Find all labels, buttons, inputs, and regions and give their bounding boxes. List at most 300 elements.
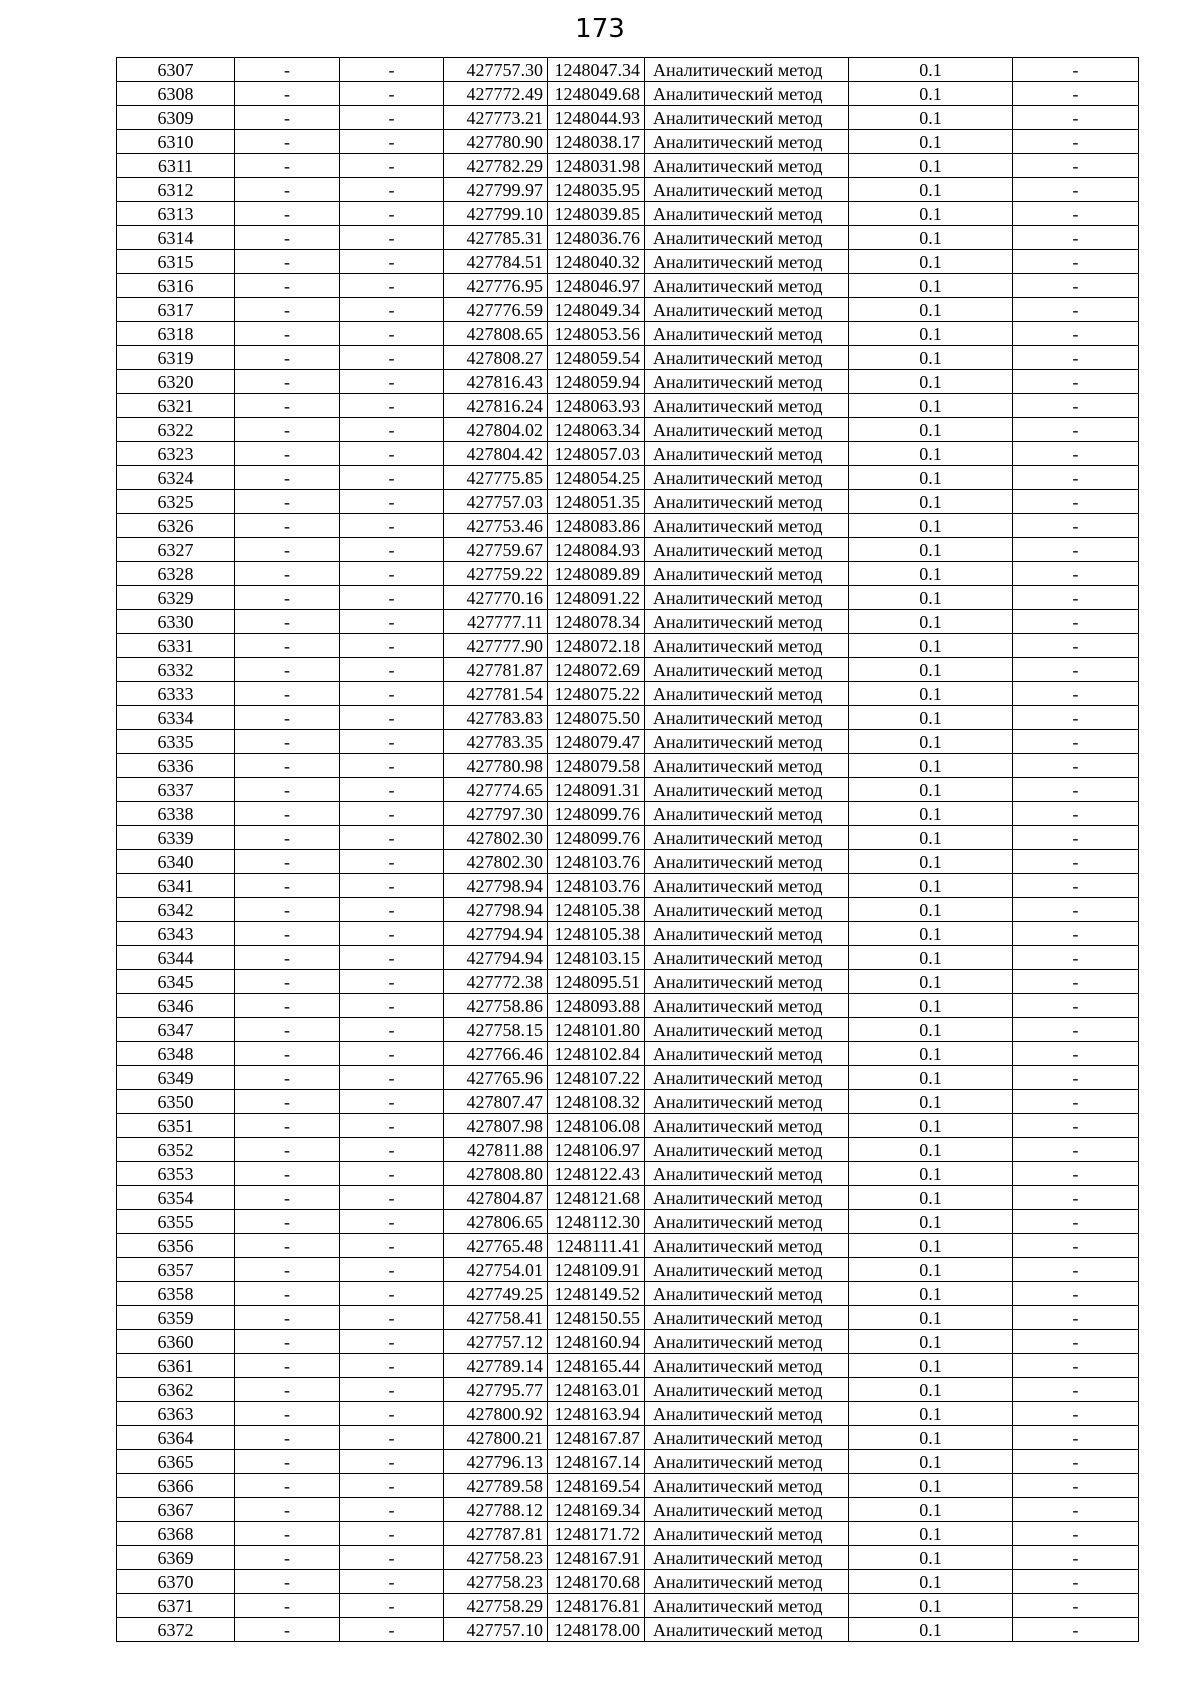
blank-cell-c: - [1013, 1186, 1139, 1210]
y-coordinate-cell: 1248106.97 [548, 1138, 645, 1162]
blank-cell-b: - [340, 370, 444, 394]
point-number-cell: 6360 [117, 1330, 235, 1354]
x-coordinate-cell: 427811.88 [444, 1138, 548, 1162]
method-cell: Аналитический метод [645, 1114, 849, 1138]
blank-cell-a: - [235, 1234, 340, 1258]
blank-cell-c: - [1013, 1378, 1139, 1402]
point-number-cell: 6309 [117, 106, 235, 130]
method-cell: Аналитический метод [645, 1450, 849, 1474]
x-coordinate-cell: 427802.30 [444, 850, 548, 874]
accuracy-cell: 0.1 [849, 802, 1013, 826]
accuracy-cell: 0.1 [849, 970, 1013, 994]
table-row [117, 1186, 1139, 1210]
x-coordinate-cell: 427781.87 [444, 658, 548, 682]
method-cell: Аналитический метод [645, 1066, 849, 1090]
blank-cell-a: - [235, 418, 340, 442]
method-cell: Аналитический метод [645, 322, 849, 346]
table-row [117, 1426, 1139, 1450]
accuracy-cell: 0.1 [849, 82, 1013, 106]
y-coordinate-cell: 1248079.58 [548, 754, 645, 778]
blank-cell-c: - [1013, 322, 1139, 346]
blank-cell-a: - [235, 1210, 340, 1234]
blank-cell-b: - [340, 1162, 444, 1186]
point-number-cell: 6312 [117, 178, 235, 202]
table-row [117, 394, 1139, 418]
blank-cell-b: - [340, 1594, 444, 1618]
blank-cell-b: - [340, 634, 444, 658]
blank-cell-a: - [235, 1450, 340, 1474]
accuracy-cell: 0.1 [849, 346, 1013, 370]
coordinates-table [116, 57, 1139, 1642]
y-coordinate-cell: 1248108.32 [548, 1090, 645, 1114]
blank-cell-c: - [1013, 610, 1139, 634]
blank-cell-a: - [235, 1066, 340, 1090]
blank-cell-c: - [1013, 1426, 1139, 1450]
blank-cell-c: - [1013, 202, 1139, 226]
blank-cell-c: - [1013, 898, 1139, 922]
method-cell: Аналитический метод [645, 1042, 849, 1066]
blank-cell-a: - [235, 1522, 340, 1546]
accuracy-cell: 0.1 [849, 418, 1013, 442]
x-coordinate-cell: 427772.49 [444, 82, 548, 106]
method-cell: Аналитический метод [645, 1594, 849, 1618]
x-coordinate-cell: 427789.58 [444, 1474, 548, 1498]
blank-cell-a: - [235, 442, 340, 466]
point-number-cell: 6327 [117, 538, 235, 562]
y-coordinate-cell: 1248178.00 [548, 1618, 645, 1642]
blank-cell-c: - [1013, 442, 1139, 466]
table-row [117, 1234, 1139, 1258]
y-coordinate-cell: 1248036.76 [548, 226, 645, 250]
y-coordinate-cell: 1248167.14 [548, 1450, 645, 1474]
blank-cell-c: - [1013, 874, 1139, 898]
accuracy-cell: 0.1 [849, 322, 1013, 346]
blank-cell-a: - [235, 466, 340, 490]
blank-cell-a: - [235, 1306, 340, 1330]
y-coordinate-cell: 1248103.76 [548, 850, 645, 874]
table-row [117, 154, 1139, 178]
y-coordinate-cell: 1248091.22 [548, 586, 645, 610]
table-row [117, 706, 1139, 730]
x-coordinate-cell: 427777.90 [444, 634, 548, 658]
blank-cell-c: - [1013, 298, 1139, 322]
blank-cell-c: - [1013, 154, 1139, 178]
accuracy-cell: 0.1 [849, 682, 1013, 706]
blank-cell-a: - [235, 1378, 340, 1402]
y-coordinate-cell: 1248046.97 [548, 274, 645, 298]
method-cell: Аналитический метод [645, 1090, 849, 1114]
x-coordinate-cell: 427807.47 [444, 1090, 548, 1114]
accuracy-cell: 0.1 [849, 946, 1013, 970]
x-coordinate-cell: 427798.94 [444, 898, 548, 922]
x-coordinate-cell: 427758.23 [444, 1570, 548, 1594]
accuracy-cell: 0.1 [849, 538, 1013, 562]
point-number-cell: 6361 [117, 1354, 235, 1378]
blank-cell-c: - [1013, 1018, 1139, 1042]
blank-cell-c: - [1013, 1066, 1139, 1090]
blank-cell-b: - [340, 1090, 444, 1114]
table-row [117, 658, 1139, 682]
blank-cell-c: - [1013, 562, 1139, 586]
accuracy-cell: 0.1 [849, 610, 1013, 634]
blank-cell-a: - [235, 730, 340, 754]
blank-cell-a: - [235, 898, 340, 922]
y-coordinate-cell: 1248122.43 [548, 1162, 645, 1186]
blank-cell-a: - [235, 1570, 340, 1594]
y-coordinate-cell: 1248059.94 [548, 370, 645, 394]
point-number-cell: 6330 [117, 610, 235, 634]
point-number-cell: 6368 [117, 1522, 235, 1546]
x-coordinate-cell: 427804.42 [444, 442, 548, 466]
table-row [117, 682, 1139, 706]
x-coordinate-cell: 427776.95 [444, 274, 548, 298]
x-coordinate-cell: 427782.29 [444, 154, 548, 178]
method-cell: Аналитический метод [645, 874, 849, 898]
method-cell: Аналитический метод [645, 778, 849, 802]
method-cell: Аналитический метод [645, 514, 849, 538]
blank-cell-c: - [1013, 1330, 1139, 1354]
blank-cell-c: - [1013, 274, 1139, 298]
x-coordinate-cell: 427804.87 [444, 1186, 548, 1210]
blank-cell-c: - [1013, 418, 1139, 442]
table-row [117, 994, 1139, 1018]
point-number-cell: 6313 [117, 202, 235, 226]
x-coordinate-cell: 427776.59 [444, 298, 548, 322]
x-coordinate-cell: 427800.21 [444, 1426, 548, 1450]
y-coordinate-cell: 1248051.35 [548, 490, 645, 514]
table-row [117, 1306, 1139, 1330]
y-coordinate-cell: 1248112.30 [548, 1210, 645, 1234]
x-coordinate-cell: 427795.77 [444, 1378, 548, 1402]
point-number-cell: 6343 [117, 922, 235, 946]
accuracy-cell: 0.1 [849, 1450, 1013, 1474]
method-cell: Аналитический метод [645, 1282, 849, 1306]
method-cell: Аналитический метод [645, 850, 849, 874]
y-coordinate-cell: 1248106.08 [548, 1114, 645, 1138]
x-coordinate-cell: 427804.02 [444, 418, 548, 442]
blank-cell-c: - [1013, 514, 1139, 538]
blank-cell-b: - [340, 442, 444, 466]
blank-cell-c: - [1013, 1282, 1139, 1306]
blank-cell-a: - [235, 322, 340, 346]
x-coordinate-cell: 427759.22 [444, 562, 548, 586]
blank-cell-a: - [235, 1330, 340, 1354]
y-coordinate-cell: 1248171.72 [548, 1522, 645, 1546]
x-coordinate-cell: 427781.54 [444, 682, 548, 706]
y-coordinate-cell: 1248078.34 [548, 610, 645, 634]
table-row [117, 562, 1139, 586]
blank-cell-a: - [235, 1354, 340, 1378]
blank-cell-b: - [340, 1618, 444, 1642]
table-row [117, 802, 1139, 826]
blank-cell-b: - [340, 58, 444, 82]
table-row [117, 970, 1139, 994]
table-row [117, 1114, 1139, 1138]
table-row [117, 1546, 1139, 1570]
blank-cell-b: - [340, 970, 444, 994]
x-coordinate-cell: 427772.38 [444, 970, 548, 994]
method-cell: Аналитический метод [645, 1210, 849, 1234]
blank-cell-b: - [340, 658, 444, 682]
y-coordinate-cell: 1248107.22 [548, 1066, 645, 1090]
accuracy-cell: 0.1 [849, 1282, 1013, 1306]
point-number-cell: 6323 [117, 442, 235, 466]
blank-cell-b: - [340, 1042, 444, 1066]
y-coordinate-cell: 1248105.38 [548, 922, 645, 946]
accuracy-cell: 0.1 [849, 1162, 1013, 1186]
blank-cell-a: - [235, 1042, 340, 1066]
table-row [117, 1378, 1139, 1402]
blank-cell-c: - [1013, 1546, 1139, 1570]
blank-cell-b: - [340, 1186, 444, 1210]
accuracy-cell: 0.1 [849, 1426, 1013, 1450]
point-number-cell: 6372 [117, 1618, 235, 1642]
blank-cell-b: - [340, 178, 444, 202]
y-coordinate-cell: 1248169.54 [548, 1474, 645, 1498]
method-cell: Аналитический метод [645, 106, 849, 130]
blank-cell-c: - [1013, 970, 1139, 994]
point-number-cell: 6348 [117, 1042, 235, 1066]
y-coordinate-cell: 1248103.76 [548, 874, 645, 898]
accuracy-cell: 0.1 [849, 1618, 1013, 1642]
blank-cell-a: - [235, 514, 340, 538]
blank-cell-c: - [1013, 130, 1139, 154]
x-coordinate-cell: 427754.01 [444, 1258, 548, 1282]
x-coordinate-cell: 427759.67 [444, 538, 548, 562]
blank-cell-c: - [1013, 1042, 1139, 1066]
y-coordinate-cell: 1248089.89 [548, 562, 645, 586]
x-coordinate-cell: 427775.85 [444, 466, 548, 490]
method-cell: Аналитический метод [645, 370, 849, 394]
x-coordinate-cell: 427770.16 [444, 586, 548, 610]
blank-cell-c: - [1013, 1498, 1139, 1522]
point-number-cell: 6316 [117, 274, 235, 298]
blank-cell-a: - [235, 1618, 340, 1642]
method-cell: Аналитический метод [645, 466, 849, 490]
method-cell: Аналитический метод [645, 442, 849, 466]
y-coordinate-cell: 1248169.34 [548, 1498, 645, 1522]
point-number-cell: 6335 [117, 730, 235, 754]
blank-cell-b: - [340, 298, 444, 322]
blank-cell-a: - [235, 226, 340, 250]
table-row [117, 922, 1139, 946]
x-coordinate-cell: 427784.51 [444, 250, 548, 274]
blank-cell-b: - [340, 1354, 444, 1378]
y-coordinate-cell: 1248072.69 [548, 658, 645, 682]
blank-cell-a: - [235, 802, 340, 826]
x-coordinate-cell: 427757.12 [444, 1330, 548, 1354]
blank-cell-a: - [235, 562, 340, 586]
y-coordinate-cell: 1248038.17 [548, 130, 645, 154]
blank-cell-b: - [340, 682, 444, 706]
accuracy-cell: 0.1 [849, 658, 1013, 682]
y-coordinate-cell: 1248105.38 [548, 898, 645, 922]
blank-cell-c: - [1013, 106, 1139, 130]
blank-cell-a: - [235, 874, 340, 898]
table-row [117, 82, 1139, 106]
y-coordinate-cell: 1248075.22 [548, 682, 645, 706]
x-coordinate-cell: 427765.48 [444, 1234, 548, 1258]
point-number-cell: 6346 [117, 994, 235, 1018]
method-cell: Аналитический метод [645, 826, 849, 850]
blank-cell-c: - [1013, 1162, 1139, 1186]
blank-cell-b: - [340, 1306, 444, 1330]
table-row [117, 1162, 1139, 1186]
point-number-cell: 6354 [117, 1186, 235, 1210]
table-row [117, 874, 1139, 898]
coordinates-table-body [117, 58, 1139, 1642]
point-number-cell: 6319 [117, 346, 235, 370]
blank-cell-a: - [235, 346, 340, 370]
blank-cell-a: - [235, 658, 340, 682]
accuracy-cell: 0.1 [849, 514, 1013, 538]
accuracy-cell: 0.1 [849, 1498, 1013, 1522]
point-number-cell: 6321 [117, 394, 235, 418]
method-cell: Аналитический метод [645, 226, 849, 250]
blank-cell-c: - [1013, 1570, 1139, 1594]
table-row [117, 610, 1139, 634]
blank-cell-b: - [340, 1258, 444, 1282]
y-coordinate-cell: 1248035.95 [548, 178, 645, 202]
blank-cell-b: - [340, 1066, 444, 1090]
accuracy-cell: 0.1 [849, 226, 1013, 250]
blank-cell-b: - [340, 730, 444, 754]
blank-cell-c: - [1013, 730, 1139, 754]
x-coordinate-cell: 427794.94 [444, 946, 548, 970]
accuracy-cell: 0.1 [849, 1570, 1013, 1594]
x-coordinate-cell: 427796.13 [444, 1450, 548, 1474]
table-row [117, 850, 1139, 874]
y-coordinate-cell: 1248099.76 [548, 802, 645, 826]
blank-cell-b: - [340, 1378, 444, 1402]
x-coordinate-cell: 427777.11 [444, 610, 548, 634]
table-row [117, 1138, 1139, 1162]
accuracy-cell: 0.1 [849, 130, 1013, 154]
x-coordinate-cell: 427758.86 [444, 994, 548, 1018]
blank-cell-b: - [340, 922, 444, 946]
point-number-cell: 6353 [117, 1162, 235, 1186]
accuracy-cell: 0.1 [849, 1522, 1013, 1546]
method-cell: Аналитический метод [645, 658, 849, 682]
blank-cell-b: - [340, 1282, 444, 1306]
accuracy-cell: 0.1 [849, 178, 1013, 202]
table-row [117, 1090, 1139, 1114]
x-coordinate-cell: 427785.31 [444, 226, 548, 250]
y-coordinate-cell: 1248049.68 [548, 82, 645, 106]
y-coordinate-cell: 1248047.34 [548, 58, 645, 82]
blank-cell-c: - [1013, 634, 1139, 658]
method-cell: Аналитический метод [645, 802, 849, 826]
blank-cell-c: - [1013, 1594, 1139, 1618]
accuracy-cell: 0.1 [849, 898, 1013, 922]
point-number-cell: 6365 [117, 1450, 235, 1474]
blank-cell-c: - [1013, 946, 1139, 970]
blank-cell-b: - [340, 1546, 444, 1570]
point-number-cell: 6359 [117, 1306, 235, 1330]
point-number-cell: 6339 [117, 826, 235, 850]
y-coordinate-cell: 1248053.56 [548, 322, 645, 346]
x-coordinate-cell: 427773.21 [444, 106, 548, 130]
method-cell: Аналитический метод [645, 1330, 849, 1354]
table-row [117, 490, 1139, 514]
x-coordinate-cell: 427797.30 [444, 802, 548, 826]
blank-cell-b: - [340, 1234, 444, 1258]
blank-cell-a: - [235, 634, 340, 658]
x-coordinate-cell: 427798.94 [444, 874, 548, 898]
table-row [117, 322, 1139, 346]
blank-cell-b: - [340, 394, 444, 418]
method-cell: Аналитический метод [645, 1018, 849, 1042]
y-coordinate-cell: 1248063.34 [548, 418, 645, 442]
blank-cell-b: - [340, 322, 444, 346]
x-coordinate-cell: 427758.15 [444, 1018, 548, 1042]
blank-cell-a: - [235, 1426, 340, 1450]
blank-cell-a: - [235, 202, 340, 226]
page-number: 173 [575, 14, 625, 44]
x-coordinate-cell: 427749.25 [444, 1282, 548, 1306]
point-number-cell: 6333 [117, 682, 235, 706]
method-cell: Аналитический метод [645, 1546, 849, 1570]
table-row [117, 1594, 1139, 1618]
blank-cell-a: - [235, 106, 340, 130]
blank-cell-a: - [235, 1258, 340, 1282]
accuracy-cell: 0.1 [849, 490, 1013, 514]
blank-cell-c: - [1013, 1258, 1139, 1282]
table-row [117, 178, 1139, 202]
x-coordinate-cell: 427816.24 [444, 394, 548, 418]
method-cell: Аналитический метод [645, 970, 849, 994]
blank-cell-a: - [235, 490, 340, 514]
point-number-cell: 6342 [117, 898, 235, 922]
method-cell: Аналитический метод [645, 394, 849, 418]
x-coordinate-cell: 427806.65 [444, 1210, 548, 1234]
table-row [117, 226, 1139, 250]
x-coordinate-cell: 427808.80 [444, 1162, 548, 1186]
x-coordinate-cell: 427774.65 [444, 778, 548, 802]
blank-cell-b: - [340, 754, 444, 778]
blank-cell-c: - [1013, 802, 1139, 826]
point-number-cell: 6326 [117, 514, 235, 538]
method-cell: Аналитический метод [645, 898, 849, 922]
x-coordinate-cell: 427808.27 [444, 346, 548, 370]
method-cell: Аналитический метод [645, 730, 849, 754]
table-row [117, 442, 1139, 466]
method-cell: Аналитический метод [645, 610, 849, 634]
y-coordinate-cell: 1248170.68 [548, 1570, 645, 1594]
table-row [117, 58, 1139, 82]
accuracy-cell: 0.1 [849, 826, 1013, 850]
y-coordinate-cell: 1248167.87 [548, 1426, 645, 1450]
point-number-cell: 6341 [117, 874, 235, 898]
blank-cell-b: - [340, 1474, 444, 1498]
blank-cell-b: - [340, 1498, 444, 1522]
accuracy-cell: 0.1 [849, 1330, 1013, 1354]
point-number-cell: 6307 [117, 58, 235, 82]
table-row [117, 1522, 1139, 1546]
method-cell: Аналитический метод [645, 130, 849, 154]
y-coordinate-cell: 1248095.51 [548, 970, 645, 994]
accuracy-cell: 0.1 [849, 706, 1013, 730]
table-row [117, 1018, 1139, 1042]
x-coordinate-cell: 427757.10 [444, 1618, 548, 1642]
point-number-cell: 6331 [117, 634, 235, 658]
blank-cell-c: - [1013, 1402, 1139, 1426]
blank-cell-b: - [340, 1402, 444, 1426]
y-coordinate-cell: 1248031.98 [548, 154, 645, 178]
y-coordinate-cell: 1248176.81 [548, 1594, 645, 1618]
method-cell: Аналитический метод [645, 202, 849, 226]
table-row [117, 1570, 1139, 1594]
